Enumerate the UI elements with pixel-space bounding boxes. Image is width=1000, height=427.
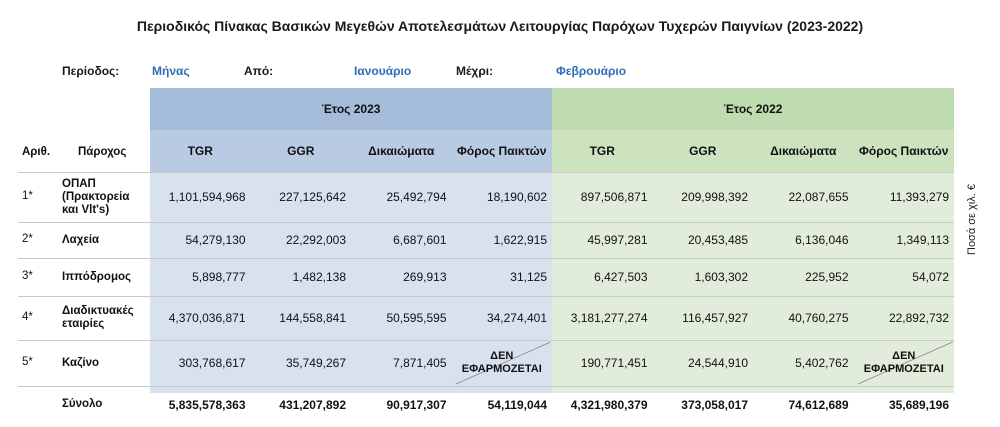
table-cell: 6,687,601 xyxy=(393,233,447,247)
provider-name-line: ΟΠΑΠ xyxy=(62,177,96,190)
column-header: TGR xyxy=(187,144,213,158)
table-cell: 11,393,279 xyxy=(889,190,949,204)
units-note-text: Ποσά σε χιλ. € xyxy=(966,184,978,255)
table-cell: 1,482,138 xyxy=(292,270,346,284)
units-note xyxy=(966,175,982,265)
table-cell: 144,558,841 xyxy=(279,311,346,325)
table-cell: 1,622,915 xyxy=(493,233,547,247)
table-cell: 24,544,910 xyxy=(687,356,748,370)
table-cell: 3,181,277,274 xyxy=(570,311,648,325)
table-cell: 34,274,401 xyxy=(486,311,547,325)
provider-header: Πάροχος xyxy=(78,146,127,158)
table-cell: 45,997,281 xyxy=(587,233,648,247)
table-cell: 6,136,046 xyxy=(795,233,849,247)
provider-name xyxy=(62,178,129,217)
row-number: 5* xyxy=(22,356,33,368)
total-cell: 54,119,044 xyxy=(487,398,547,412)
column-header: Δικαιώματα xyxy=(368,144,435,158)
year-2022-header: Έτος 2022 xyxy=(723,102,783,116)
row-divider xyxy=(18,222,954,223)
column-header: GGR xyxy=(287,144,315,158)
period-label: Περίοδος: xyxy=(62,64,120,78)
year-2023-header: Έτος 2023 xyxy=(321,102,381,116)
table-cell: 269,913 xyxy=(403,270,447,284)
table-cell: 40,760,275 xyxy=(788,311,849,325)
table-cell: 5,898,777 xyxy=(192,270,246,284)
table-cell: 50,595,595 xyxy=(386,311,447,325)
table-cell: 18,190,602 xyxy=(486,190,547,204)
table-cell: 25,492,794 xyxy=(386,190,447,204)
table-cell: 22,892,732 xyxy=(888,311,949,325)
row-number: 3* xyxy=(22,270,33,282)
column-header: Φόρος Παικτών xyxy=(457,144,547,158)
table-cell: 1,349,113 xyxy=(896,233,949,247)
table-cell: 22,087,655 xyxy=(788,190,849,204)
column-header: Φόρος Παικτών xyxy=(859,144,949,158)
row-number: 1* xyxy=(22,190,33,202)
total-cell: 74,612,689 xyxy=(788,398,849,412)
table-cell: 31,125 xyxy=(510,270,547,284)
table-cell: 54,072 xyxy=(912,270,949,284)
not-applicable-text: ΔΕΝ xyxy=(892,350,916,362)
row-divider xyxy=(18,172,954,173)
not-applicable-text: ΕΦΑΡΜΟΖΕΤΑΙ xyxy=(863,363,944,375)
table-cell: 4,370,036,871 xyxy=(168,311,246,325)
total-cell: 4,321,980,379 xyxy=(570,398,648,412)
column-header: TGR xyxy=(589,144,615,158)
to-label: Μέχρι: xyxy=(456,64,494,78)
total-cell: 35,689,196 xyxy=(888,398,949,412)
row-number: 4* xyxy=(22,311,33,323)
num-header: Αριθ. xyxy=(22,146,51,158)
table-cell: 22,292,003 xyxy=(285,233,346,247)
from-value[interactable]: Ιανουάριο xyxy=(354,64,412,78)
table-cell: 5,402,762 xyxy=(795,356,849,370)
provider-name-line: Καζίνο xyxy=(62,356,100,369)
row-divider xyxy=(18,258,954,259)
period-value[interactable]: Μήνας xyxy=(152,64,190,78)
row-number: 2* xyxy=(22,233,33,245)
table-cell: 6,427,503 xyxy=(594,270,648,284)
not-applicable-cell xyxy=(452,350,553,376)
row-divider xyxy=(18,296,954,297)
table-cell: 225,952 xyxy=(805,270,849,284)
total-cell: 5,835,578,363 xyxy=(168,398,246,412)
provider-name-line: (Πρακτορεία xyxy=(62,190,130,203)
provider-name-line: και Vlt's) xyxy=(62,203,110,216)
provider-name xyxy=(62,357,99,370)
table-cell: 303,768,617 xyxy=(178,356,246,370)
table-cell: 1,101,594,968 xyxy=(168,190,246,204)
column-header: Δικαιώματα xyxy=(770,144,837,158)
table-cell: 116,457,927 xyxy=(682,311,748,325)
provider-name-line: Λαχεία xyxy=(62,233,100,246)
from-label: Από: xyxy=(244,64,274,78)
table-cell: 20,453,485 xyxy=(687,233,748,247)
column-header: GGR xyxy=(689,144,717,158)
total-cell: 90,917,307 xyxy=(386,398,447,412)
table-cell: 35,749,267 xyxy=(285,356,346,370)
table-cell: 209,998,392 xyxy=(681,190,748,204)
table-cell: 7,871,405 xyxy=(393,356,447,370)
provider-name-line: εταιρίες xyxy=(62,318,105,330)
table-cell: 54,279,130 xyxy=(185,233,246,247)
table-cell: 1,603,302 xyxy=(694,270,748,284)
not-applicable-text: ΕΦΑΡΜΟΖΕΤΑΙ xyxy=(461,363,542,375)
total-cell: 431,207,892 xyxy=(279,398,346,412)
page-title: Περιοδικός Πίνακας Βασικών Μεγεθών Αποτελεσμάτων Λειτουργίας Παρόχων Τυχερών Παιγνίων (2023-2022) xyxy=(136,18,864,34)
not-applicable-text: ΔΕΝ xyxy=(490,350,514,362)
not-applicable-cell xyxy=(854,350,955,376)
total-cell: 373,058,017 xyxy=(681,398,748,412)
provider-name xyxy=(62,234,99,247)
to-value[interactable]: Φεβρουάριο xyxy=(556,64,627,78)
provider-name xyxy=(62,271,131,284)
table-cell: 190,771,451 xyxy=(580,356,648,370)
table-cell: 227,125,642 xyxy=(279,190,346,204)
provider-name-line: Διαδικτυακές xyxy=(62,305,134,317)
total-label: Σύνολο xyxy=(62,398,103,410)
row-divider xyxy=(18,386,954,387)
provider-name-line: Ιππόδρομος xyxy=(62,270,131,283)
provider-name xyxy=(62,305,134,331)
table-cell: 897,506,871 xyxy=(580,190,648,204)
